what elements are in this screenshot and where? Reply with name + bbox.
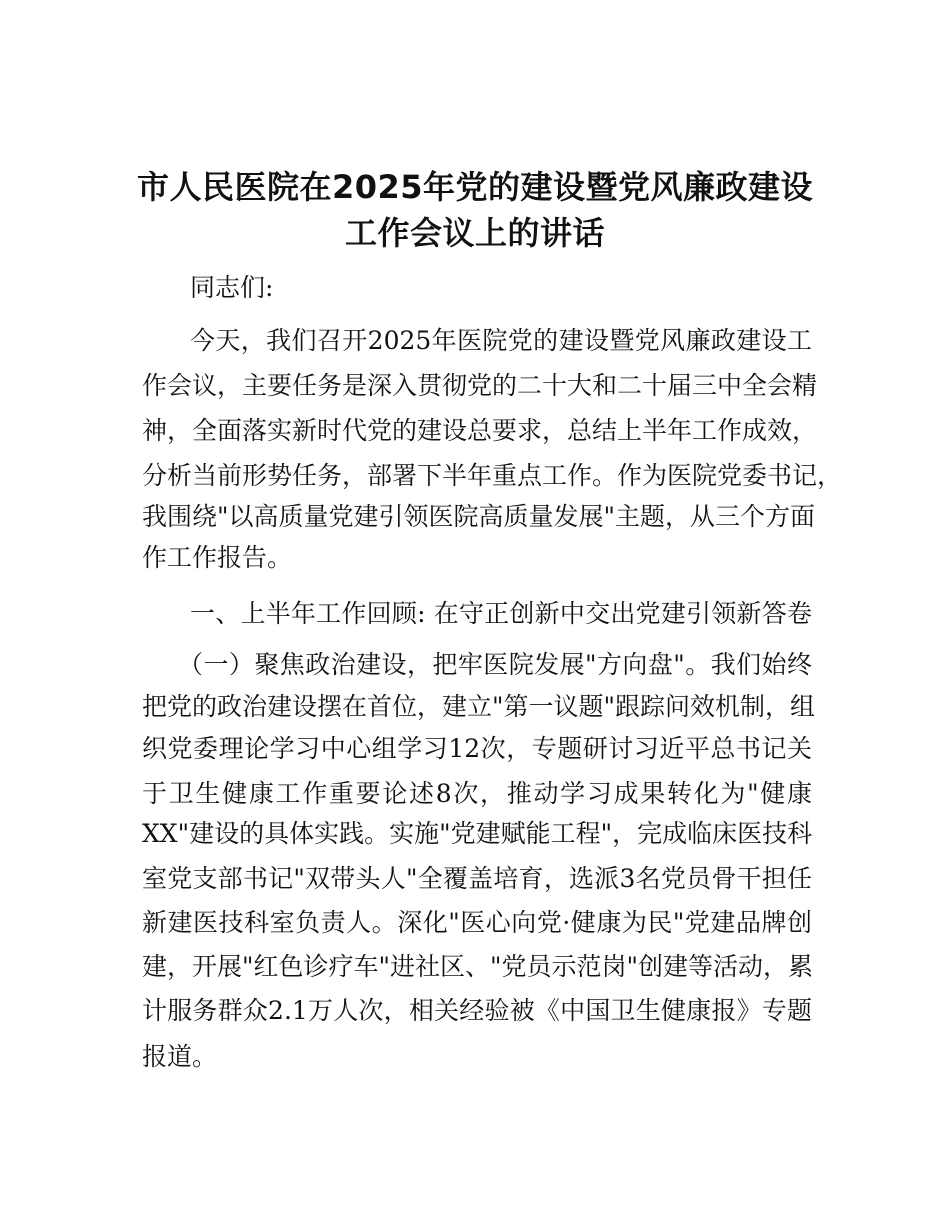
intro-line: 今天，我们召开2025年医院党的建设暨党风廉政建设工 xyxy=(190,326,812,355)
body-line: 于卫生健康工作重要论述8次，推动学习成果转化为"健康 xyxy=(142,779,812,808)
document-title-line-2: 工作会议上的讲话 xyxy=(344,214,605,252)
intro-line: 我围绕"以高质量党建引领医院高质量发展"主题，从三个方面 xyxy=(142,502,816,531)
body-line: 计服务群众2.1万人次，相关经验被《中国卫生健康报》专题 xyxy=(142,996,812,1025)
intro-line: 作会议，主要任务是深入贯彻党的二十大和二十届三中全会精 xyxy=(142,371,818,400)
body-line: 报道。 xyxy=(142,1042,218,1071)
intro-line: 神，全面落实新时代党的建设总要求，总结上半年工作成效， xyxy=(142,416,818,445)
body-line: XX"建设的具体实践。实施"党建赋能工程"，完成临床医技科 xyxy=(142,819,813,848)
greeting: 同志们: xyxy=(190,273,274,302)
document-title-line-1: 市人民医院在2025年党的建设暨党风廉政建设 xyxy=(136,168,814,206)
intro-line: 作工作报告。 xyxy=(142,543,293,572)
intro-line: 分析当前形势任务，部署下半年重点工作。作为医院党委书记， xyxy=(142,461,843,490)
section-1-heading: 一、上半年工作回顾: 在守正创新中交出党建引领新答卷 xyxy=(190,599,812,628)
body-line: 新建医技科室负责人。深化"医心向党·健康为民"党建品牌创 xyxy=(142,908,812,937)
body-line: 把党的政治建设摆在首位，建立"第一议题"跟踪问效机制，组 xyxy=(142,692,816,721)
body-line: 室党支部书记"双带头人"全覆盖培育，选派3名党员骨干担任 xyxy=(142,864,812,893)
body-line: （一）聚焦政治建设，把牢医院发展"方向盘"。我们始终 xyxy=(178,650,812,679)
body-line: 织党委理论学习中心组学习12次，专题研讨习近平总书记关 xyxy=(142,734,812,763)
body-line: 建，开展"红色诊疗车"进社区、"党员示范岗"创建等活动，累 xyxy=(142,952,813,981)
